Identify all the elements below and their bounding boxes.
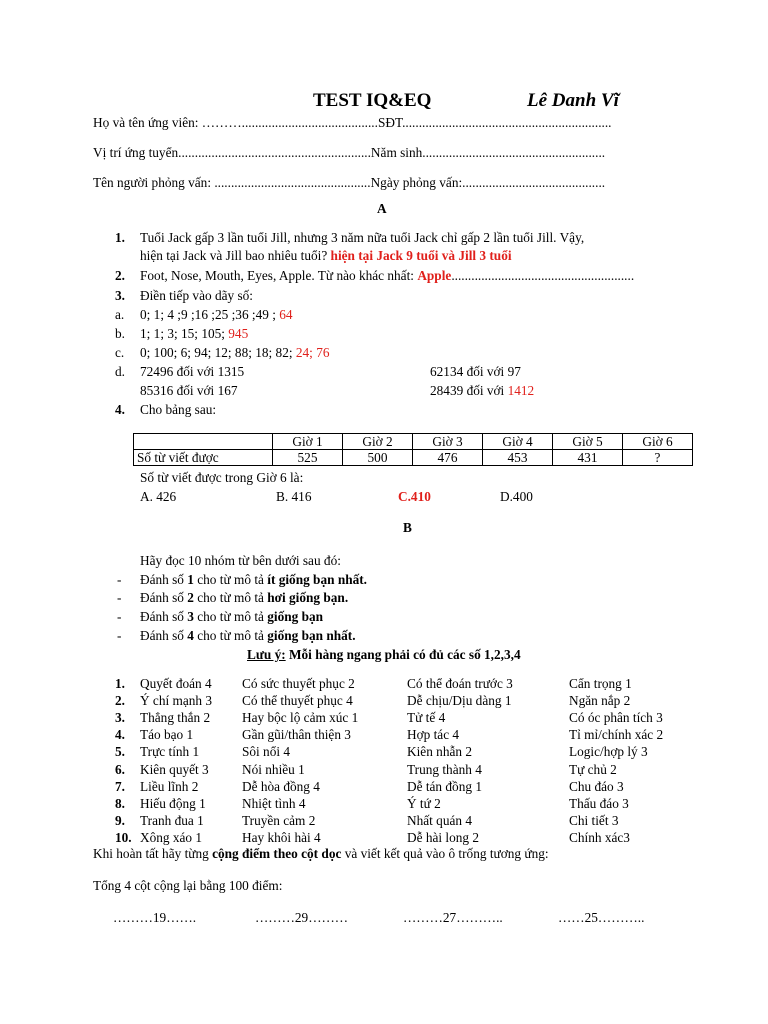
q3c-line [140,345,330,361]
word-cell: Liều lĩnh 2 [140,778,199,794]
word-cell: Nhiệt tình 4 [242,795,306,811]
q3a-answer: 64 [279,307,293,322]
word-cell: Chi tiết 3 [569,812,619,828]
word-cell: Trung thành 4 [407,761,482,777]
total-text: Tổng 4 cột cộng lại bằng 100 điểm: [93,878,283,893]
word-cell: Tỉ mỉ/chính xác 2 [569,727,664,743]
rule3-pre: Đánh số [140,609,188,624]
q3d-right-2-text: 28439 đối với [430,383,508,398]
interviewer-info-line: Tên người phỏng vấn: ...............................................Ngày phỏng vấn:........................................... [93,175,606,190]
word-row-number: 8. [115,795,125,811]
q4-number: 4. [115,402,125,417]
word-cell: Chu đáo 3 [569,778,624,794]
rule3-mid: cho từ mô tả [193,609,268,624]
q4-text: Cho bảng sau: [140,402,217,417]
instruction-pre: Khi hoàn tất hãy từng [93,846,213,861]
option-c-answer: C.410 [398,489,431,504]
rule4-bold: giống bạn nhất. [267,628,356,643]
q3d-answer: 1412 [507,383,535,398]
rule4-num: 4 [187,628,194,643]
q2-line [140,268,634,284]
q3a-line [140,307,293,323]
option-d: D.400 [500,489,533,504]
q1-text-line2 [140,248,512,264]
word-row-number: 3. [115,710,125,726]
rule4-mid: cho từ mô tả [193,628,268,643]
rule2-pre: Đánh số [140,590,188,605]
word-cell: Xông xáo 1 [140,829,203,845]
q2-answer: Apple [417,268,452,283]
rule4 [140,628,356,644]
sum-instruction [93,846,549,862]
word-cell: Trực tính 1 [140,744,200,760]
table-cell: ? [623,450,693,466]
q3d-right-2 [430,383,534,399]
table-row-label: Số từ viết được [134,450,273,466]
word-cell: Tử tế 4 [407,710,446,726]
word-cell: Dễ hài long 2 [407,829,480,845]
q2-dots: ....................................................... [451,268,635,283]
q3d-left-1: 72496 đối với 1315 [140,364,245,379]
rule2 [140,590,348,606]
word-cell: Có thể đoán trước 3 [407,676,513,691]
word-cell: Hay bộc lộ cảm xúc 1 [242,710,359,726]
option-b: B. 416 [276,489,312,504]
word-cell: Sôi nổi 4 [242,744,291,760]
hours-table [133,433,693,466]
word-cell: Truyền cảm 2 [242,812,316,828]
q2-question: Foot, Nose, Mouth, Eyes, Apple. Từ nào khác nhất: [140,268,418,283]
word-cell: Hợp tác 4 [407,727,460,743]
word-cell: Ngăn nắp 2 [569,693,631,709]
word-cell: Ý chí mạnh 3 [140,693,213,709]
total-col-4: ……25……….. [558,910,645,925]
rule3 [140,609,323,625]
q3a-sequence: 0; 1; 4 ;9 ;16 ;25 ;36 ;49 ; [140,307,280,322]
rule2-bold: hơi giống bạn. [267,590,349,605]
word-row-number: 2. [115,693,125,709]
rule2-num: 2 [187,590,194,605]
note-label: Lưu ý: [247,647,286,662]
table-header-row [134,434,693,450]
table-cell: 476 [413,450,483,466]
q1-text-line1: Tuổi Jack gấp 3 lần tuổi Jill, nhưng 3 năm nữa tuổi Jack chỉ gấp 2 lần tuổi Jill. Vậy, [140,230,585,245]
word-row-number: 7. [115,778,125,794]
table-header-cell [134,434,273,450]
word-cell: Kiên quyết 3 [140,761,209,777]
table-header-cell: Giờ 6 [623,434,693,450]
word-cell: Có óc phân tích 3 [569,710,663,726]
q3b-label: b. [115,326,125,341]
word-cell: Ý tứ 2 [407,795,441,811]
word-row-number: 9. [115,812,125,828]
q1-answer: hiện tại Jack 9 tuổi và Jill 3 tuổi [330,248,512,263]
option-a: A. 426 [140,489,177,504]
table-header-cell: Giờ 4 [483,434,553,450]
word-cell: Nói nhiều 1 [242,761,305,777]
word-cell: Nhất quán 4 [407,812,472,828]
rule1-num: 1 [187,572,194,587]
word-cell: Tranh đua 1 [140,812,204,828]
table-cell: 500 [343,450,413,466]
word-cell: Dễ chịu/Dịu dàng 1 [407,693,512,709]
table-header-cell: Giờ 5 [553,434,623,450]
word-row-number: 6. [115,761,125,777]
rule3-num: 3 [187,609,194,624]
word-row-number: 4. [115,727,125,743]
q4-question: Số từ viết được trong Giờ 6 là: [140,470,304,485]
table-cell: 525 [273,450,343,466]
word-cell: Hiếu động 1 [140,795,206,811]
rule1-bullet: - [117,572,122,587]
page-title: TEST IQ&EQ [313,90,432,111]
rule1-pre: Đánh số [140,572,188,587]
word-cell: Táo bạo 1 [140,727,194,743]
author-name: Lê Danh Vĩ [527,90,619,111]
word-cell: Dễ hòa đồng 4 [242,778,320,794]
word-cell: Thẳng thắn 2 [140,710,211,726]
word-cell: Thấu đáo 3 [569,795,629,811]
instruction-bold: cộng điểm theo cột dọc [212,846,342,861]
rule1-bold: ít giống bạn nhất. [267,572,368,587]
q3a-label: a. [115,307,125,322]
note [247,647,521,663]
word-cell: Quyết đoán 4 [140,676,212,691]
q1-question: hiện tại Jack và Jill bao nhiêu tuổi? [140,248,331,263]
candidate-info-line: Họ và tên ứng viên: ……….........................................SĐT............................................................... [93,115,612,130]
rule3-bullet: - [117,609,122,624]
table-cell: 453 [483,450,553,466]
section-b-intro: Hãy đọc 10 nhóm từ bên dưới sau đó: [140,553,341,568]
total-col-2: ………29……… [255,910,349,925]
word-cell: Tự chủ 2 [569,761,617,777]
section-b-heading: B [403,520,412,535]
word-cell: Gần gũi/thân thiện 3 [242,727,351,743]
word-cell: Logic/hợp lý 3 [569,744,648,760]
q3-text: Điền tiếp vào dãy số: [140,288,253,303]
table-row [134,450,693,466]
word-cell: Có thể thuyết phục 4 [242,693,353,709]
note-text: Mỗi hàng ngang phải có đủ các số 1,2,3,4 [285,647,521,662]
rule4-bullet: - [117,628,122,643]
q3c-sequence: 0; 100; 6; 94; 12; 88; 18; 82; [140,345,296,360]
section-a-heading: A [377,201,387,216]
rule4-pre: Đánh số [140,628,188,643]
word-cell: Kiên nhẫn 2 [407,744,472,760]
word-cell: Hay khôi hài 4 [242,829,321,845]
instruction-post: và viết kết quả vào ô trống tương ứng: [341,846,549,861]
q3c-label: c. [115,345,125,360]
rule1-mid: cho từ mô tả [193,572,268,587]
table-header-cell: Giờ 2 [343,434,413,450]
q3b-line [140,326,248,342]
table-header-cell: Giờ 1 [273,434,343,450]
table-header-cell: Giờ 3 [413,434,483,450]
q3b-sequence: 1; 1; 3; 15; 105; [140,326,229,341]
rule2-mid: cho từ mô tả [193,590,268,605]
q3d-label: d. [115,364,125,379]
word-cell: Có sức thuyết phục 2 [242,676,355,691]
q3d-left-2: 85316 đối với 167 [140,383,238,398]
word-cell: Cẩn trọng 1 [569,676,632,691]
position-info-line: Vị trí ứng tuyển..........................................................Năm sinh....................................................... [93,145,606,160]
q1-number: 1. [115,230,125,245]
word-cell: Dễ tán đồng 1 [407,778,482,794]
word-row-number: 10. [115,829,132,845]
total-col-3: ………27……….. [403,910,503,925]
rule2-bullet: - [117,590,122,605]
total-col-1: ………19……. [113,910,197,925]
q3b-answer: 945 [228,326,249,341]
table-cell: 431 [553,450,623,466]
rule1 [140,572,367,588]
word-row-number: 1. [115,676,125,691]
q2-number: 2. [115,268,125,283]
rule3-bold: giống bạn [267,609,324,624]
word-row-number: 5. [115,744,125,760]
word-cell: Chính xác3 [569,829,630,845]
q3-number: 3. [115,288,125,303]
q3d-right-1: 62134 đối với 97 [430,364,521,379]
q3c-answer: 24; 76 [295,345,330,360]
